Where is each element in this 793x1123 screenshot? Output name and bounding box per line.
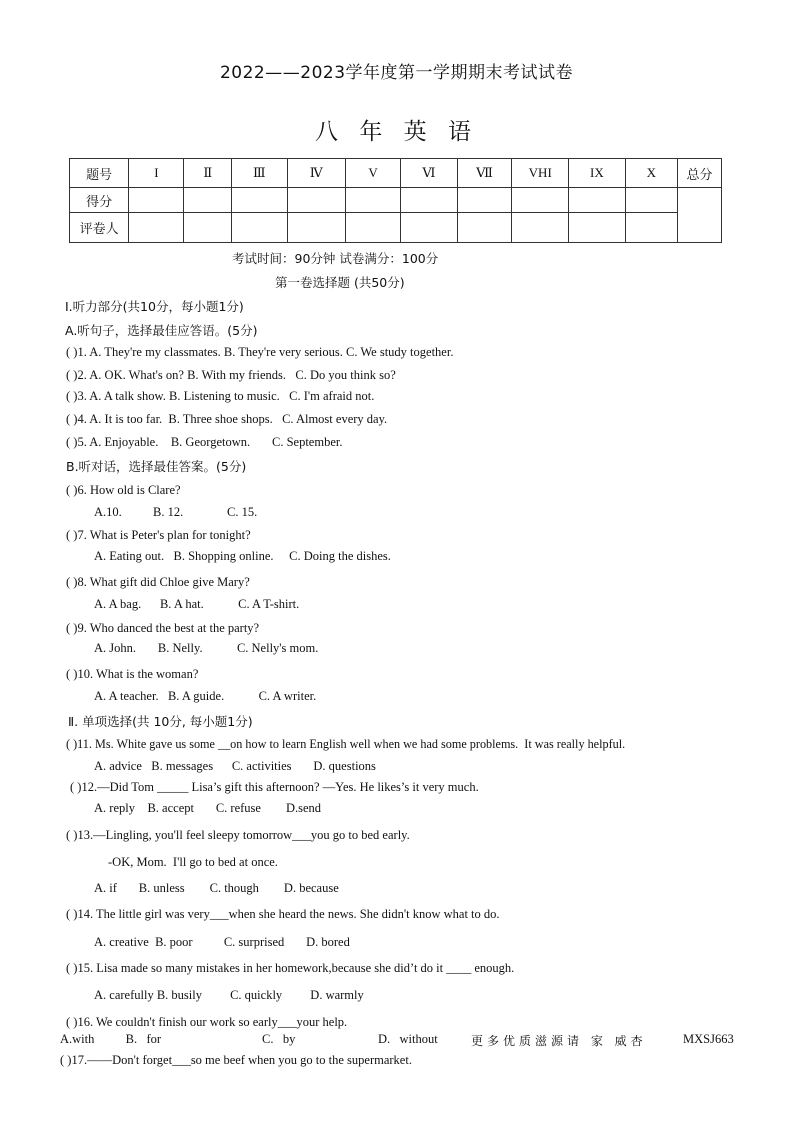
col-header: Ⅶ: [457, 159, 512, 188]
question-12-options: A. reply B. accept C. refuse D.send: [94, 801, 322, 815]
section-single-choice: Ⅱ. 单项选择(共 10分, 每小题1分): [68, 714, 253, 729]
score-table: [69, 158, 722, 243]
score-cell: [512, 188, 569, 213]
question-12: ( )12.—Did Tom _____ Lisa’s gift this afternoon? —Yes. He likes’s it very much.: [70, 780, 479, 794]
grader-row: [70, 213, 722, 243]
grader-cell: [232, 213, 287, 243]
row-label-grader: 评卷人: [70, 213, 129, 243]
col-header: Ⅲ: [232, 159, 287, 188]
part-b-title: B.听对话，选择最佳答案。(5分): [66, 459, 247, 474]
score-cell: [232, 188, 287, 213]
part-a-title: A.听句子，选择最佳应答语。(5分): [65, 323, 258, 338]
question-14-options: A. creative B. poor C. surprised D. bored: [94, 935, 350, 949]
question-6-options: A.10. B. 12. C. 15.: [94, 505, 258, 519]
col-header: Ⅱ: [184, 159, 232, 188]
col-header: V: [345, 159, 400, 188]
question-9: ( )9. Who danced the best at the party?: [66, 621, 260, 635]
question-16-option-d: D. without: [378, 1032, 438, 1046]
question-10: ( )10. What is the woman?: [66, 667, 199, 681]
question-3: ( )3. A. A talk show. B. Listening to music. C. I'm afraid not.: [66, 389, 375, 403]
col-header: IX: [569, 159, 625, 188]
question-15: ( )15. Lisa made so many mistakes in her homework,because she did’t do it ____ enough.: [66, 961, 515, 975]
question-11: ( )11. Ms. White gave us some __on how to learn English well when we had some problems. It was really helpful.: [66, 737, 626, 751]
grader-cell: [287, 213, 345, 243]
section-listening: I.听力部分(共10分，每小题1分): [65, 299, 244, 314]
watermark-code: MXSJ663: [683, 1032, 734, 1046]
score-cell: [569, 188, 625, 213]
total-header: 总分: [678, 159, 722, 188]
score-cell: [457, 188, 512, 213]
question-14: ( )14. The little girl was very___when she heard the news. She didn't know what to do.: [66, 907, 500, 921]
question-5: ( )5. A. Enjoyable. B. Georgetown. C. September.: [66, 435, 343, 449]
question-1: ( )1. A. They're my classmates. B. They're very serious. C. We study together.: [66, 345, 454, 359]
question-4: ( )4. A. It is too far. B. Three shoe shops. C. Almost every day.: [66, 412, 388, 426]
col-header: I: [129, 159, 184, 188]
question-17: ( )17.——Don't forget___so me beef when you go to the supermarket.: [60, 1053, 412, 1067]
question-11-options: A. advice B. messages C. activities D. questions: [94, 759, 376, 773]
question-13-options: A. if B. unless C. though D. because: [94, 881, 339, 895]
grader-cell: [569, 213, 625, 243]
score-cell: [184, 188, 232, 213]
score-row: [70, 188, 722, 213]
score-cell: [129, 188, 184, 213]
col-header: Ⅵ: [401, 159, 457, 188]
score-cell: [345, 188, 400, 213]
watermark-text: 更多优质滋源请 家 威杏: [471, 1034, 647, 1048]
row-label-score: 得分: [70, 188, 129, 213]
volume-title: 第一卷选择题 (共50分): [275, 275, 405, 290]
score-cell: [287, 188, 345, 213]
col-header: Ⅳ: [287, 159, 345, 188]
question-6: ( )6. How old is Clare?: [66, 483, 181, 497]
grader-cell: [184, 213, 232, 243]
col-header: X: [625, 159, 677, 188]
score-cell: [401, 188, 457, 213]
question-10-options: A. A teacher. B. A guide. C. A writer.: [94, 689, 317, 703]
question-8: ( )8. What gift did Chloe give Mary?: [66, 575, 250, 589]
total-cell: [678, 188, 722, 243]
question-16-options-ab: A.with B. for: [60, 1032, 162, 1046]
question-2: ( )2. A. OK. What's on? B. With my friends. C. Do you think so?: [66, 368, 396, 382]
question-7: ( )7. What is Peter's plan for tonight?: [66, 528, 251, 542]
question-13-reply: -OK, Mom. I'll go to bed at once.: [108, 855, 278, 869]
score-table-header-row: [70, 159, 722, 188]
question-13: ( )13.—Lingling, you'll feel sleepy tomorrow___you go to bed early.: [66, 828, 410, 842]
question-9-options: A. John. B. Nelly. C. Nelly's mom.: [94, 641, 319, 655]
exam-time-score: 考试时间：90分钟 试卷满分：100分: [232, 251, 439, 266]
question-16: ( )16. We couldn't finish our work so early___your help.: [66, 1015, 348, 1029]
subject-title: 八 年 英 语: [315, 119, 478, 145]
grader-cell: [345, 213, 400, 243]
col-header: VHI: [512, 159, 569, 188]
question-7-options: A. Eating out. B. Shopping online. C. Doing the dishes.: [94, 549, 391, 563]
grader-cell: [129, 213, 184, 243]
question-15-options: A. carefully B. busily C. quickly D. warmly: [94, 988, 364, 1002]
exam-title: 2022——2023学年度第一学期期末考试试卷: [219, 63, 574, 83]
question-16-option-c: C. by: [262, 1032, 296, 1046]
score-cell: [625, 188, 677, 213]
grader-cell: [457, 213, 512, 243]
question-8-options: A. A bag. B. A hat. C. A T-shirt.: [94, 597, 300, 611]
row-label-question-no: 题号: [70, 159, 129, 188]
grader-cell: [625, 213, 677, 243]
grader-cell: [512, 213, 569, 243]
grader-cell: [401, 213, 457, 243]
